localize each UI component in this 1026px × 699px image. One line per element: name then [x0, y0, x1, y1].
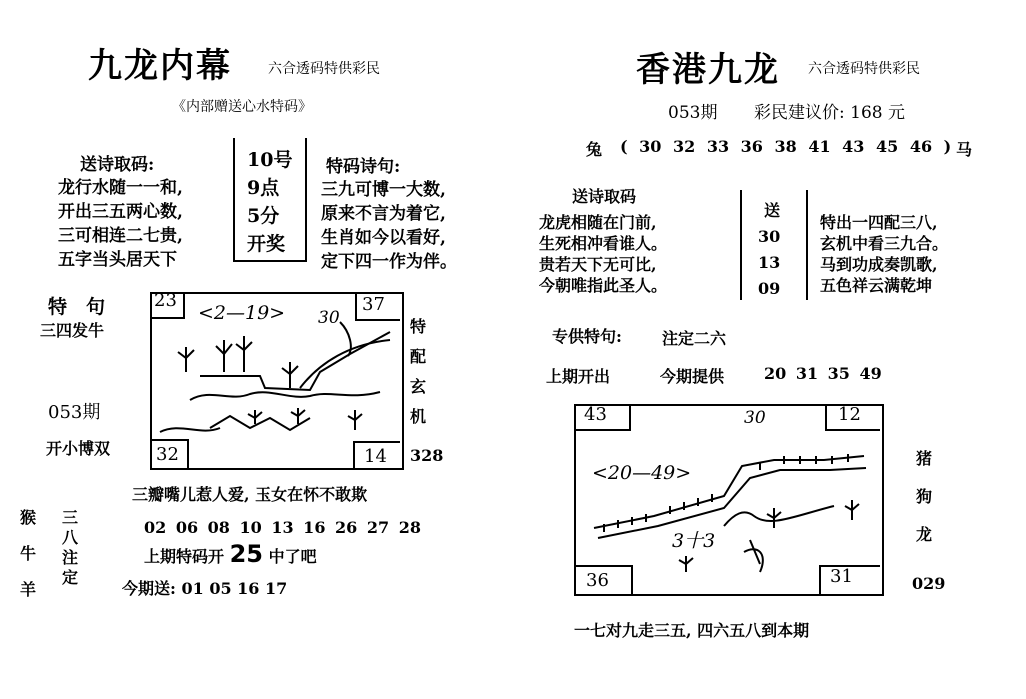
poem-line: 五色祥云满乾坤 — [820, 276, 933, 295]
right-pic-corner-tl: 43 — [584, 404, 607, 425]
left-pic-corner-tl: 23 — [154, 290, 177, 311]
right-horse: 马 — [956, 140, 973, 159]
right-subtitle: 六合透码特供彩民 — [808, 61, 920, 77]
right-title: 香港九龙 — [636, 50, 780, 90]
vertical-char: 特 — [410, 317, 427, 336]
right-poem-header: 送诗取码 — [572, 187, 637, 206]
right-today-numbers: 20 31 35 49 — [764, 364, 882, 383]
right-pic-scribble-top: 30 — [744, 408, 766, 428]
right-rabbit: 兔 — [586, 140, 603, 159]
zodiac-char: 龙 — [916, 525, 933, 544]
left-side-number: 328 — [410, 446, 444, 465]
poem-line: 开出三五两心数, — [58, 202, 183, 222]
right-zodiac-col — [916, 440, 932, 554]
left-bet-tip: 开小博双 — [46, 439, 111, 458]
poem-line: 贵若天下无可比, — [539, 255, 657, 274]
left-pic-corner-tr: 37 — [362, 294, 385, 315]
left-caption: 三瓣嘴儿惹人爱, 玉女在怀不敢欺 — [132, 485, 368, 504]
poem-line: 龙行水随一一和, — [58, 178, 183, 198]
poem-line: 今朝唯指此圣人。 — [539, 276, 668, 295]
left-poem-header: 送诗取码: — [80, 155, 155, 175]
right-special-value: 注定二六 — [662, 329, 727, 348]
right-last-label: 上期开出 — [546, 367, 611, 386]
left-right-vertical — [410, 312, 426, 432]
poem-line: 原来不言为着它, — [321, 204, 446, 224]
left-poem — [58, 176, 183, 272]
left-title: 九龙内幕 — [88, 46, 232, 86]
left-subtitle: 六合透码特供彩民 — [268, 61, 380, 77]
note-char: 八 — [62, 528, 79, 547]
center-cell: 09 — [758, 279, 781, 298]
poem-line: 生肖如今以看好, — [321, 228, 446, 248]
right-pic-corner-bl: 36 — [586, 570, 609, 591]
right-poem2 — [820, 212, 948, 296]
left-pic-scribble: 30 — [318, 308, 340, 328]
left-special-phrase: 三四发牛 — [40, 321, 105, 340]
time-line: 9点 — [247, 177, 280, 199]
last-suffix: 中了吧 — [268, 547, 317, 566]
note-char: 三 — [62, 508, 79, 527]
left-today-send: 今期送: 01 05 16 17 — [122, 579, 288, 598]
right-pic-range: <20—49> — [592, 462, 692, 484]
left-issue: 053期 — [48, 402, 101, 423]
left-last-result — [144, 540, 317, 568]
right-pic-scribble-mid: 3十3 — [672, 530, 716, 552]
center-cell: 13 — [758, 253, 781, 272]
right-divider-left — [740, 190, 742, 300]
right-today-label: 今期提供 — [660, 367, 725, 386]
zodiac-char: 羊 — [20, 580, 37, 599]
center-cell: 送 — [764, 201, 781, 220]
note-char: 注 — [62, 548, 79, 567]
zodiac-char: 狗 — [916, 487, 933, 506]
vertical-char: 机 — [410, 407, 427, 426]
left-special-poem — [321, 178, 457, 274]
right-center-col — [758, 198, 780, 302]
poem-line: 三九可博一大数, — [321, 180, 446, 200]
right-side-number: 029 — [912, 574, 946, 593]
vertical-char: 配 — [410, 347, 427, 366]
time-line: 5分 — [247, 205, 280, 227]
left-note-col — [62, 508, 78, 588]
zodiac-char: 猪 — [916, 449, 933, 468]
left-pic-corner-br: 14 — [364, 446, 387, 467]
time-line: 10号 — [247, 149, 293, 171]
right-price: 彩民建议价: 168 元 — [754, 103, 905, 123]
right-poem — [539, 212, 667, 296]
poem-line: 生死相冲看谁人。 — [539, 234, 668, 253]
poem-line: 定下四一作为伴。 — [321, 252, 457, 272]
zodiac-char: 牛 — [20, 544, 37, 563]
right-divider-right — [806, 190, 808, 300]
left-special-poem-header: 特码诗句: — [326, 157, 401, 177]
last-number: 25 — [229, 540, 263, 568]
left-time-lines — [247, 146, 292, 258]
right-special-label: 专供特句: — [552, 327, 622, 346]
poem-line: 三可相连二七贵, — [58, 226, 183, 246]
poem-line: 五字当头居天下 — [58, 250, 177, 270]
left-tagline: 《内部赠送心水特码》 — [172, 99, 312, 115]
right-caption: 一七对九走三五, 四六五八到本期 — [574, 621, 810, 640]
left-pic-corner-bl: 32 — [156, 444, 179, 465]
right-pic-corner-tr: 12 — [838, 404, 861, 425]
vertical-char: 玄 — [410, 377, 427, 396]
left-special-phrase-title: 特 句 — [48, 296, 106, 318]
zodiac-char: 猴 — [20, 508, 37, 527]
poem-line: 玄机中看三九合。 — [820, 234, 949, 253]
last-prefix: 上期特码开 — [144, 547, 225, 566]
right-numbers-line: ( 30 32 33 36 38 41 43 45 46 ) — [620, 137, 952, 156]
left-pic-range: <2—19> — [198, 302, 286, 324]
left-zodiac-col — [20, 500, 36, 608]
poem-line: 马到功成奏凯歌, — [820, 255, 938, 274]
right-pic-corner-br: 31 — [830, 566, 853, 587]
note-char: 定 — [62, 568, 79, 587]
time-line: 开奖 — [247, 233, 286, 255]
poem-line: 特出一四配三八, — [820, 213, 938, 232]
center-cell: 30 — [758, 227, 781, 246]
poem-line: 龙虎相随在门前, — [539, 213, 657, 232]
left-numbers: 02 06 08 10 13 16 26 27 28 — [144, 518, 421, 537]
right-issue: 053期 — [668, 103, 718, 123]
